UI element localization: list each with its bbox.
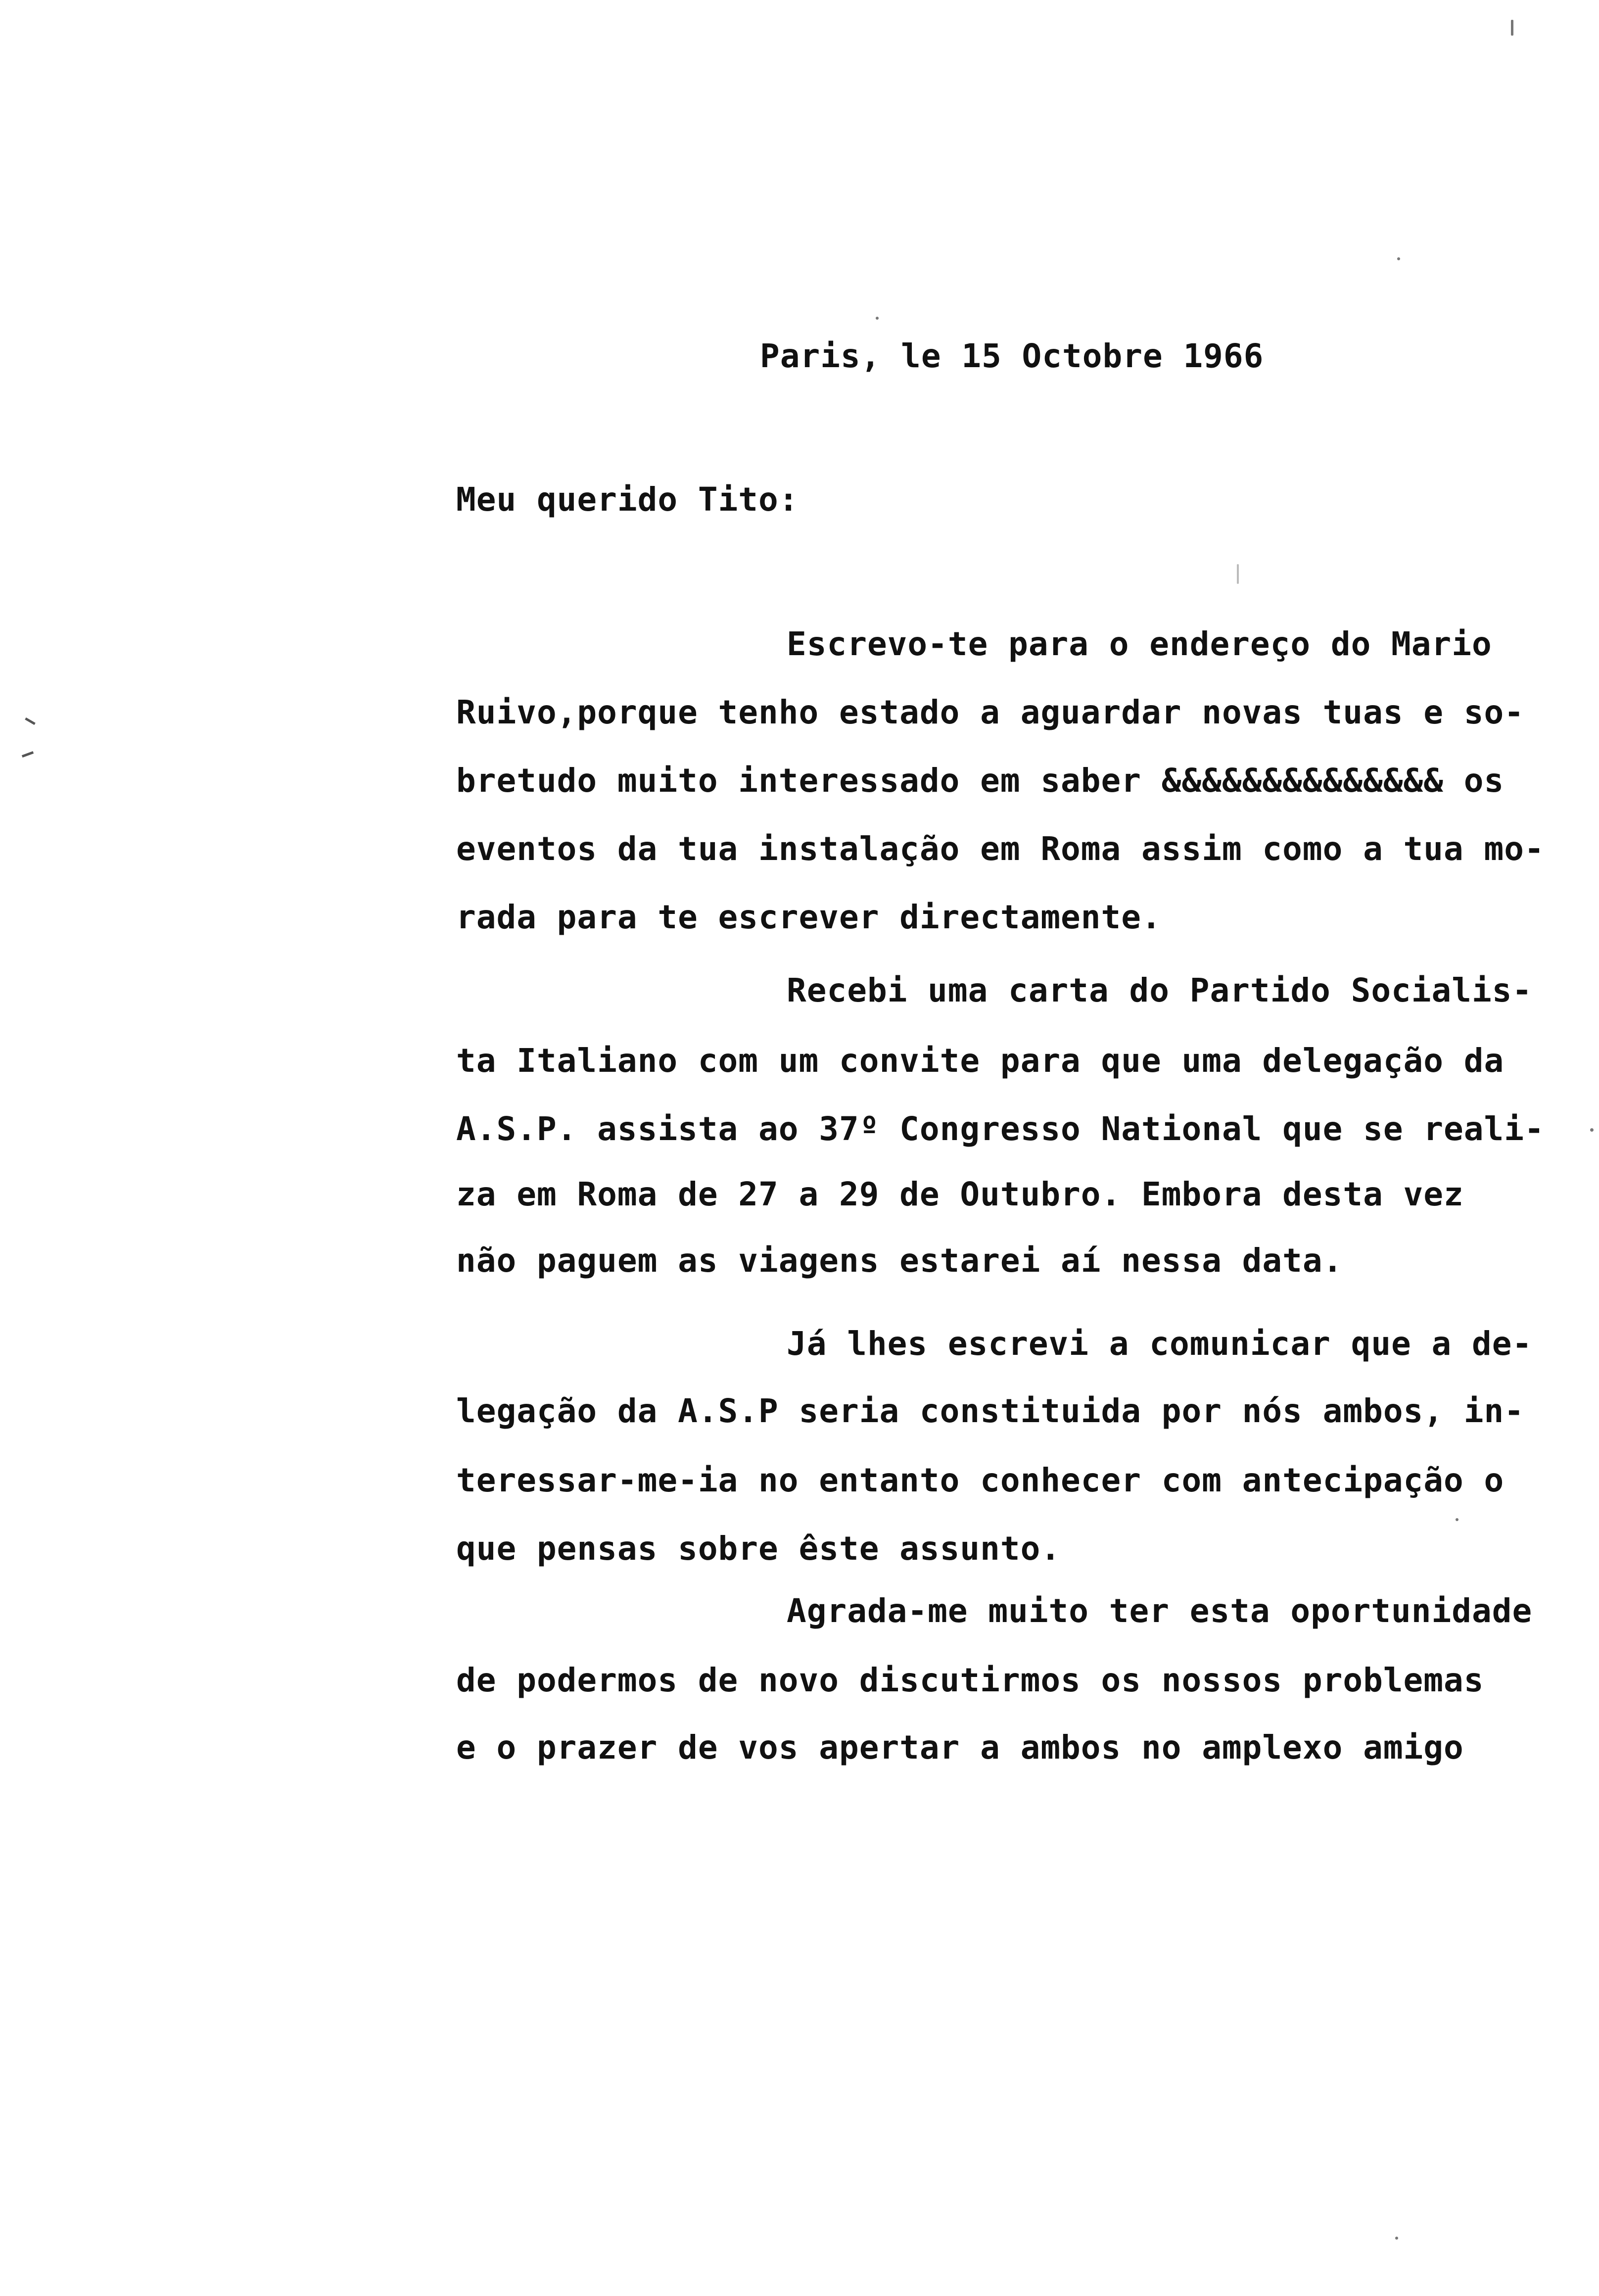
body-line: que pensas sobre êste assunto.	[456, 1530, 1061, 1568]
body-line: Recebi uma carta do Partido Socialis-	[787, 971, 1533, 1009]
body-line: não paguem as viagens estarei aí nessa data.	[456, 1242, 1343, 1280]
scan-speck	[1590, 1128, 1594, 1132]
body-line: za em Roma de 27 a 29 de Outubro. Embora desta vez	[456, 1175, 1464, 1213]
salutation: Meu querido Tito:	[456, 480, 799, 519]
body-line: ta Italiano com um convite para que uma delegação da	[456, 1042, 1505, 1080]
scan-speck	[1511, 20, 1513, 36]
body-line: A.S.P. assista ao 37º Congresso National que se reali-	[456, 1110, 1545, 1148]
scan-mark	[25, 718, 36, 725]
body-line: bretudo muito interessado em saber &&&&&&&&&&&&&& os	[456, 762, 1505, 800]
scan-speck	[1397, 257, 1400, 260]
dateline: Paris, le 15 Octobre 1966	[760, 337, 1264, 375]
body-line: Agrada-me muito ter esta oportunidade	[787, 1592, 1533, 1630]
body-line: rada para te escrever directamente.	[456, 898, 1162, 936]
body-line: Escrevo-te para o endereço do Mario	[787, 625, 1492, 663]
scan-speck	[1456, 1518, 1458, 1521]
scan-speck	[876, 317, 879, 320]
scan-speck	[1395, 2237, 1398, 2240]
body-line: teressar-me-ia no entanto conhecer com antecipação o	[456, 1461, 1505, 1499]
scan-speck	[1237, 564, 1239, 584]
body-line: Já lhes escrevi a comunicar que a de-	[787, 1325, 1533, 1363]
body-line: de podermos de novo discutirmos os nossos problemas	[456, 1661, 1484, 1699]
body-line: legação da A.S.P seria constituida por nós ambos, in-	[456, 1392, 1524, 1430]
body-line: e o prazer de vos apertar a ambos no amplexo amigo	[456, 1728, 1464, 1767]
scan-mark	[22, 751, 34, 758]
body-line: Ruivo,porque tenho estado a aguardar novas tuas e so-	[456, 693, 1524, 731]
body-line: eventos da tua instalação em Roma assim como a tua mo-	[456, 830, 1545, 868]
